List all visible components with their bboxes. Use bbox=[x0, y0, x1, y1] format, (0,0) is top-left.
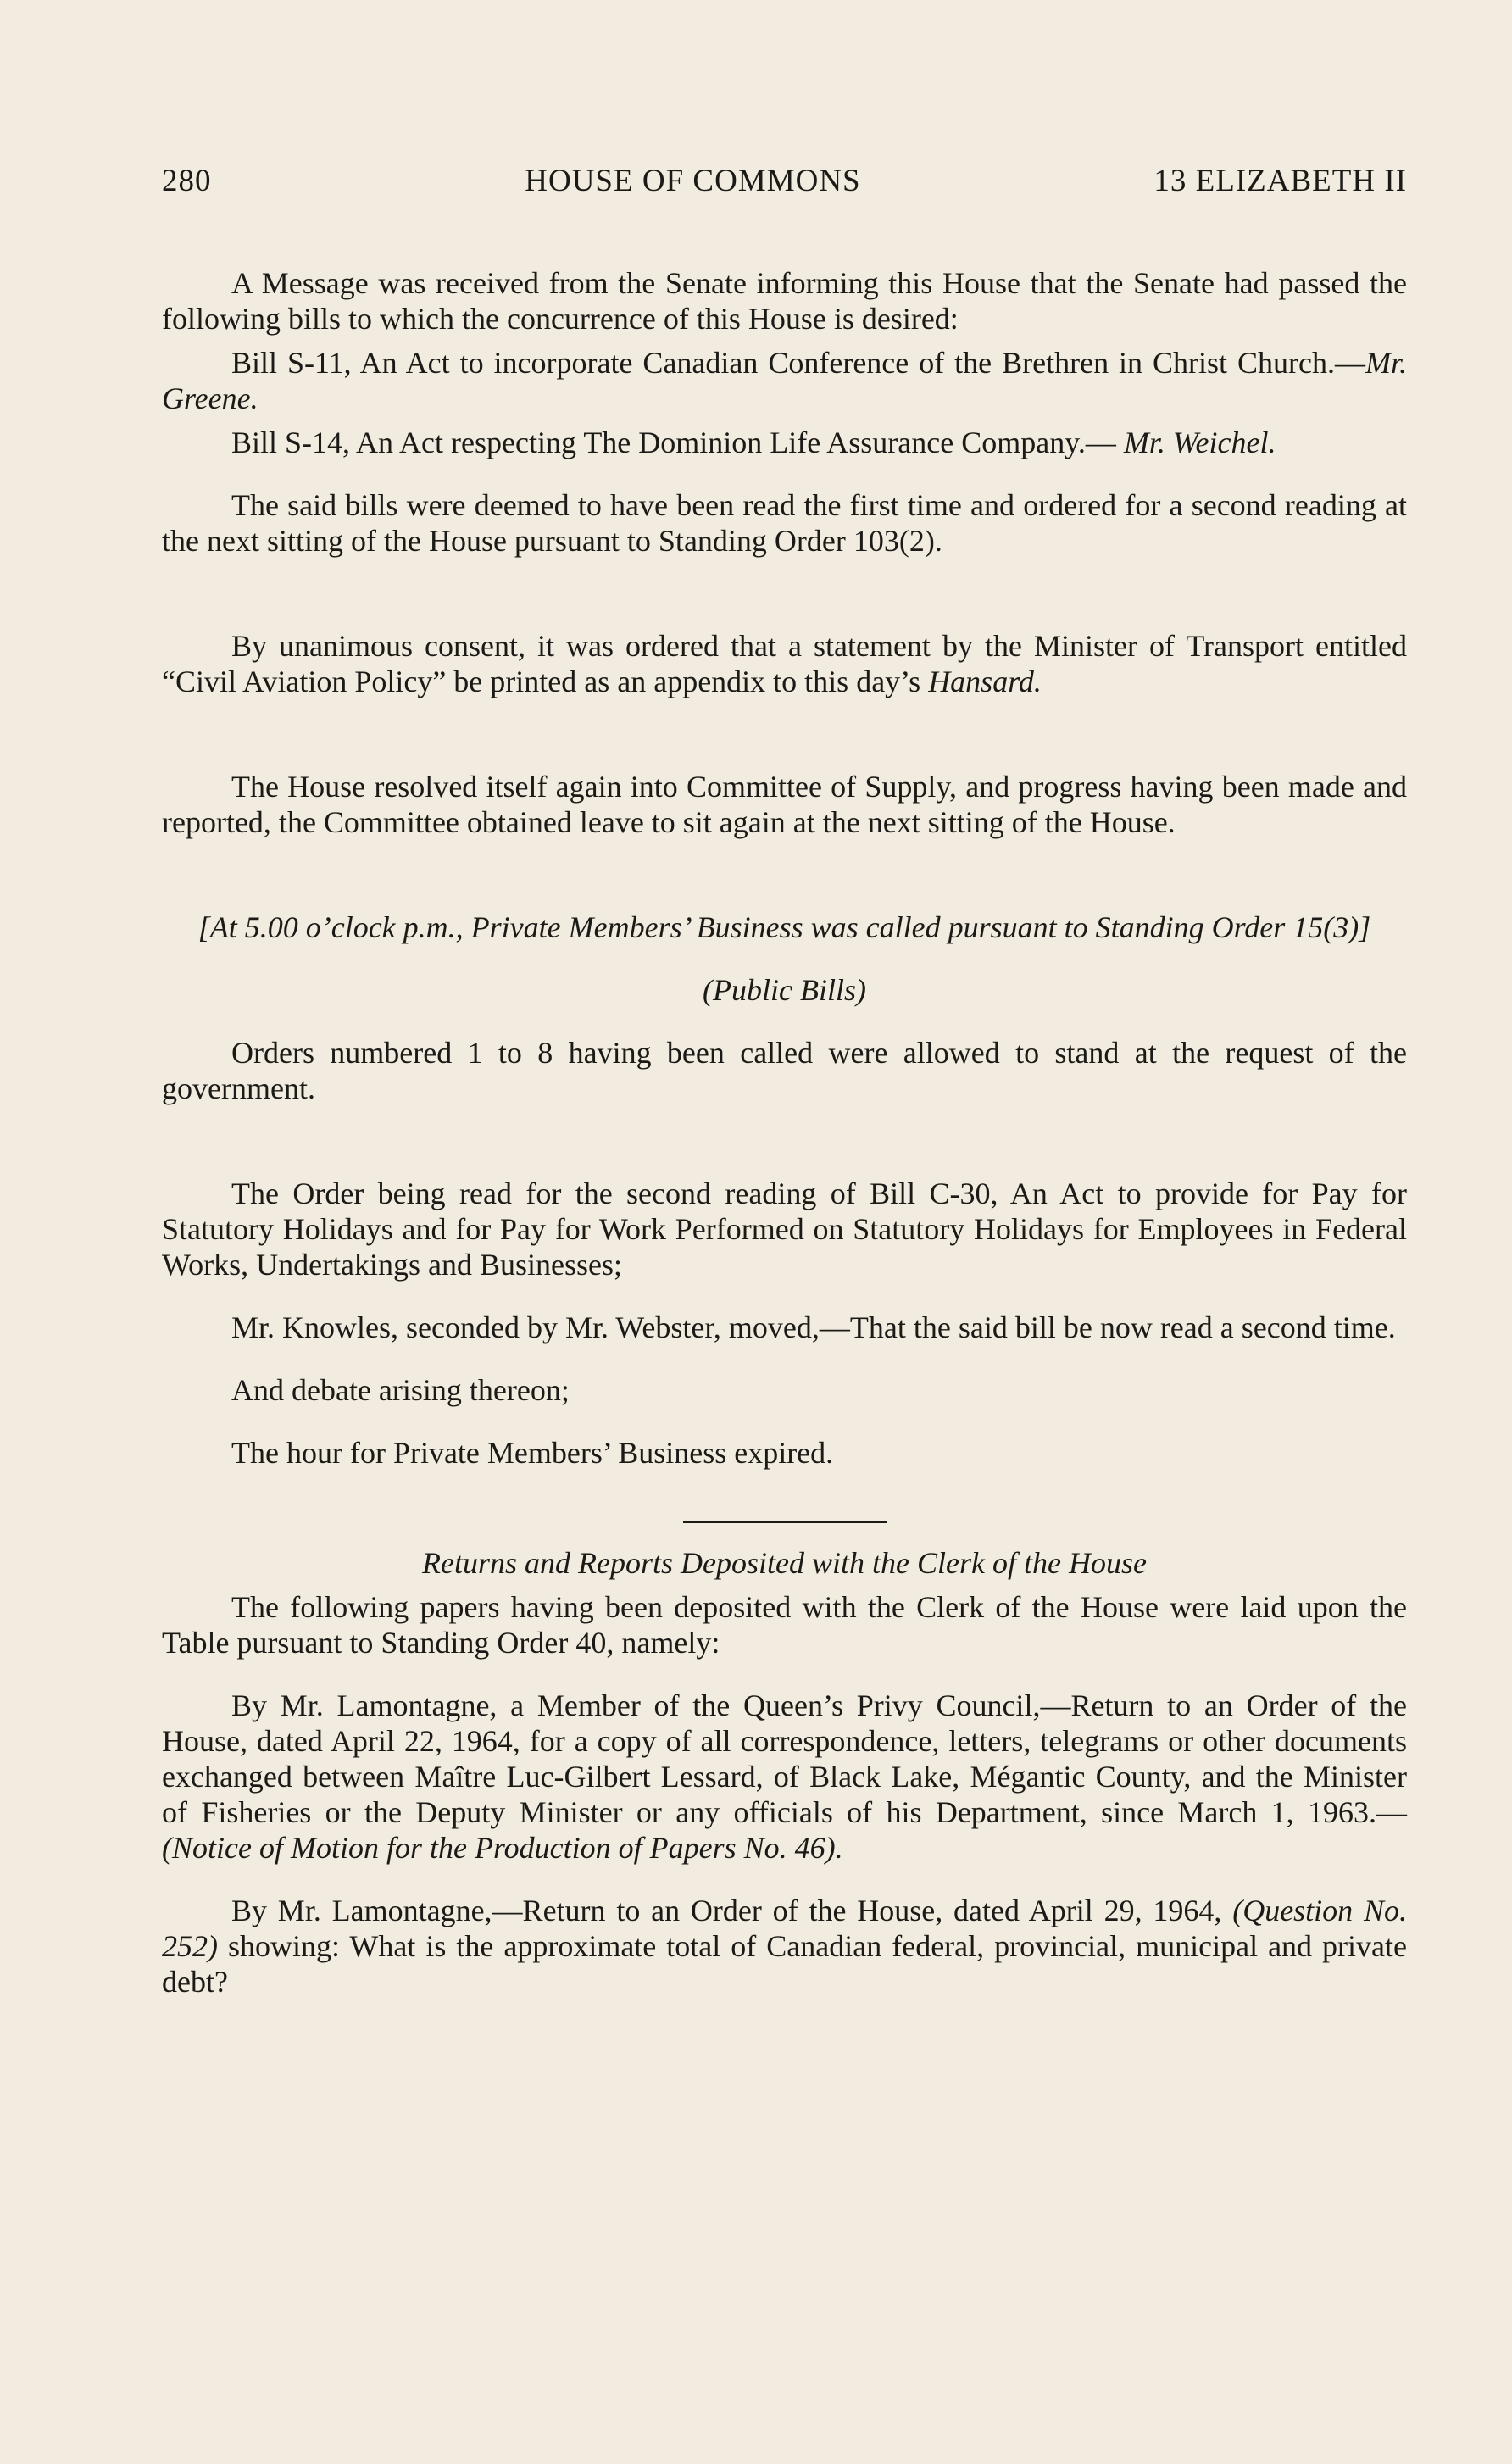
committee-of-supply-paragraph: The House resolved itself again into Committee of Supply, and progress having been made and reported, the Committee obtained leave to sit again at the next sitting of the House. bbox=[162, 770, 1407, 839]
return-1-note: (Notice of Motion for the Production of Papers No. 46). bbox=[162, 1831, 843, 1865]
page-number: 280 bbox=[162, 164, 212, 198]
return-2-paragraph bbox=[162, 1893, 1407, 2000]
session-label: 13 ELIZABETH II bbox=[1153, 164, 1407, 198]
appendix-text: By unanimous consent, it was ordered that a statement by the Minister of Transport entitled “Civil Aviation Policy” be printed as an appendix to this day’s bbox=[162, 629, 1407, 698]
debate-paragraph: And debate arising thereon; bbox=[231, 1373, 570, 1407]
return-2-pre: By Mr. Lamontagne,—Return to an Order of the House, dated April 29, 1964, bbox=[231, 1894, 1222, 1927]
bills-deemed-read: The said bills were deemed to have been read the first time and ordered for a second reading at the next sitting of the House pursuant to Standing Order 103(2). bbox=[162, 488, 1407, 558]
private-members-note: [At 5.00 o’clock p.m., Private Members’ Business was called pursuant to Standing Order 15(3)] bbox=[197, 910, 1371, 944]
orders-called-paragraph: Orders numbered 1 to 8 having been called were allowed to stand at the request of the government. bbox=[162, 1036, 1407, 1105]
motion-paragraph: Mr. Knowles, seconded by Mr. Webster, moved,—That the said bill be now read a second time. bbox=[231, 1310, 1396, 1344]
returns-intro: The following papers having been deposited with the Clerk of the House were laid upon the Table pursuant to Standing Order 40, namely: bbox=[162, 1590, 1407, 1660]
journal-title: HOUSE OF COMMONS bbox=[525, 164, 861, 198]
hour-expired-paragraph: The hour for Private Members’ Business expired. bbox=[231, 1436, 834, 1470]
section-divider bbox=[683, 1521, 887, 1523]
appendix-paragraph bbox=[162, 628, 1407, 699]
page-header bbox=[162, 163, 1407, 199]
bill-c30-paragraph: The Order being read for the second reading of Bill C-30, An Act to provide for Pay for Statutory Holidays and for Pay for Work Performed on Statutory Holidays for Employees in Federal Works, Undertakings and Businesses; bbox=[162, 1176, 1407, 1282]
bill-s11-text: Bill S-11, An Act to incorporate Canadian Conference of the Brethren in Christ Church.— bbox=[231, 346, 1365, 380]
returns-heading: Returns and Reports Deposited with the Clerk of the House bbox=[422, 1546, 1147, 1580]
hansard-word: Hansard. bbox=[928, 665, 1042, 698]
bill-s11-paragraph bbox=[162, 345, 1407, 416]
bill-s14-paragraph bbox=[162, 425, 1407, 460]
senate-message-intro: A Message was received from the Senate informing this House that the Senate had passed the following bills to which the concurrence of this House is desired: bbox=[162, 266, 1407, 336]
return-1-paragraph bbox=[162, 1688, 1407, 1866]
bill-s11-member: Mr. Greene. bbox=[162, 346, 1407, 415]
return-2-question: (Question No. 252) bbox=[162, 1894, 1407, 1963]
return-2-post: showing: What is the approximate total of Canadian federal, provincial, municipal and private debt? bbox=[162, 1929, 1408, 1999]
public-bills-heading: (Public Bills) bbox=[703, 973, 866, 1007]
bill-s14-text: Bill S-14, An Act respecting The Dominion Life Assurance Company.— bbox=[231, 425, 1116, 459]
bill-s14-member: Mr. Weichel. bbox=[1123, 425, 1276, 459]
return-1-text: By Mr. Lamontagne, a Member of the Queen’s Privy Council,—Return to an Order of the House, dated April 22, 1964, for a copy of all correspondence, letters, telegrams or other documents exchanged between Maître Luc-Gilbert Lessard, of Black Lake, Mégantic County, and the Minister of Fisheries or the Deputy Minister or any officials of his Department, since March 1, 1963.— bbox=[162, 1688, 1407, 1829]
